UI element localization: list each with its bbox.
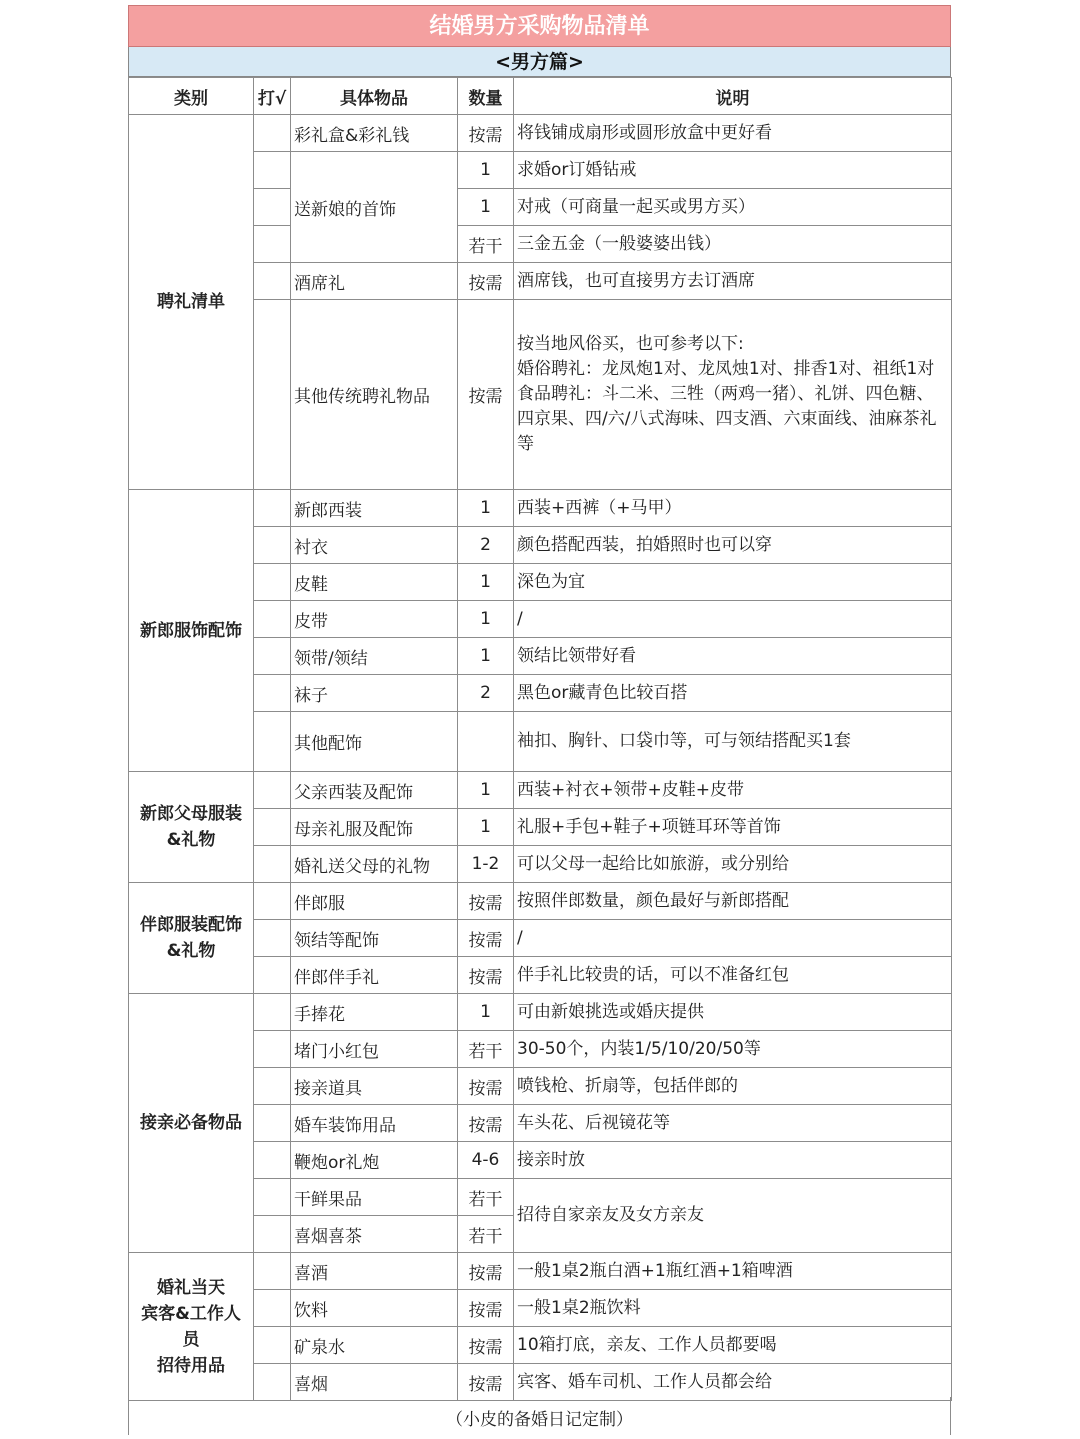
item-cell: 鞭炮or礼炮 [291,1142,458,1179]
check-cell[interactable] [254,883,291,920]
qty-cell: 按需 [458,1327,514,1364]
header-check: 打√ [254,78,291,115]
qty-cell: 若干 [458,1179,514,1216]
category-cell: 接亲必备物品 [129,994,254,1253]
item-cell: 喜烟喜茶 [291,1216,458,1253]
footer [128,1397,951,1435]
qty-cell: 1 [458,189,514,226]
check-cell[interactable] [254,809,291,846]
check-cell[interactable] [254,1327,291,1364]
item-cell: 酒席礼 [291,263,458,300]
check-cell[interactable] [254,1031,291,1068]
qty-cell [458,712,514,772]
item-cell: 送新娘的首饰 [291,152,458,263]
qty-cell: 若干 [458,1031,514,1068]
qty-cell: 1 [458,809,514,846]
item-cell: 皮带 [291,601,458,638]
qty-cell: 1 [458,638,514,675]
desc-cell: 可以父母一起给比如旅游，或分别给 [514,846,952,883]
check-cell[interactable] [254,1142,291,1179]
item-cell: 其他传统聘礼物品 [291,300,458,490]
checklist-table [128,77,952,1401]
header-category: 类别 [129,78,254,115]
desc-cell: 将钱铺成扇形或圆形放盒中更好看 [514,115,952,152]
table-row [129,1253,952,1290]
desc-cell: / [514,601,952,638]
header-item: 具体物品 [291,78,458,115]
check-cell[interactable] [254,994,291,1031]
check-cell[interactable] [254,527,291,564]
check-cell[interactable] [254,601,291,638]
checklist-sheet [128,5,951,1401]
qty-cell: 按需 [458,920,514,957]
qty-cell: 按需 [458,1290,514,1327]
item-cell: 父亲西装及配饰 [291,772,458,809]
qty-cell: 按需 [458,115,514,152]
desc-cell: 袖扣、胸针、口袋巾等，可与领结搭配买1套 [514,712,952,772]
item-cell: 手捧花 [291,994,458,1031]
desc-cell: 礼服+手包+鞋子+项链耳环等首饰 [514,809,952,846]
desc-cell: 黑色or藏青色比较百搭 [514,675,952,712]
desc-cell: 按照伴郎数量，颜色最好与新郎搭配 [514,883,952,920]
desc-cell: 宾客、婚车司机、工作人员都会给 [514,1364,952,1401]
qty-cell: 2 [458,527,514,564]
item-cell: 婚礼送父母的礼物 [291,846,458,883]
qty-cell: 1 [458,152,514,189]
desc-cell: 10箱打底，亲友、工作人员都要喝 [514,1327,952,1364]
desc-cell: / [514,920,952,957]
item-cell: 袜子 [291,675,458,712]
desc-cell: 一般1桌2瓶白酒+1瓶红酒+1箱啤酒 [514,1253,952,1290]
desc-cell: 西装+西裤（+马甲） [514,490,952,527]
qty-cell: 按需 [458,883,514,920]
desc-cell: 西装+衬衣+领带+皮鞋+皮带 [514,772,952,809]
qty-cell: 按需 [458,1105,514,1142]
check-cell[interactable] [254,1253,291,1290]
check-cell[interactable] [254,1068,291,1105]
desc-cell: 招待自家亲友及女方亲友 [514,1179,952,1253]
check-cell[interactable] [254,920,291,957]
desc-cell: 按当地风俗买，也可参考以下: 婚俗聘礼：龙凤炮1对、龙凤烛1对、排香1对、祖纸1对 食品聘礼：斗二米、三牲（两鸡一猪）、礼饼、四色糖、四京果、四/六/八式海味、四支酒、六束面线、油麻茶礼等 [514,300,952,490]
item-cell: 领带/领结 [291,638,458,675]
category-cell: 新郎父母服装 &礼物 [129,772,254,883]
check-cell[interactable] [254,226,291,263]
desc-cell: 30-50个，内装1/5/10/20/50等 [514,1031,952,1068]
item-cell: 堵门小红包 [291,1031,458,1068]
check-cell[interactable] [254,846,291,883]
sheet-subtitle: <男方篇> [128,47,951,77]
item-cell: 其他配饰 [291,712,458,772]
item-cell: 干鲜果品 [291,1179,458,1216]
check-cell[interactable] [254,712,291,772]
desc-cell: 求婚or订婚钻戒 [514,152,952,189]
desc-cell: 可由新娘挑选或婚庆提供 [514,994,952,1031]
qty-cell: 1-2 [458,846,514,883]
item-cell: 矿泉水 [291,1327,458,1364]
desc-cell: 对戒（可商量一起买或男方买） [514,189,952,226]
qty-cell: 4-6 [458,1142,514,1179]
desc-cell: 接亲时放 [514,1142,952,1179]
item-cell: 接亲道具 [291,1068,458,1105]
check-cell[interactable] [254,189,291,226]
desc-cell: 三金五金（一般婆婆出钱） [514,226,952,263]
table-row [129,994,952,1031]
desc-cell: 车头花、后视镜花等 [514,1105,952,1142]
item-cell: 领结等配饰 [291,920,458,957]
category-cell: 新郎服饰配饰 [129,490,254,772]
check-cell[interactable] [254,1216,291,1253]
category-cell: 聘礼清单 [129,115,254,490]
item-cell: 皮鞋 [291,564,458,601]
qty-cell: 1 [458,601,514,638]
check-cell[interactable] [254,564,291,601]
check-cell[interactable] [254,1290,291,1327]
item-cell: 伴郎服 [291,883,458,920]
desc-cell: 酒席钱，也可直接男方去订酒席 [514,263,952,300]
item-cell: 彩礼盒&彩礼钱 [291,115,458,152]
desc-cell: 领结比领带好看 [514,638,952,675]
qty-cell: 按需 [458,1068,514,1105]
qty-cell: 若干 [458,226,514,263]
item-cell: 喜酒 [291,1253,458,1290]
table-row [129,883,952,920]
check-cell[interactable] [254,115,291,152]
qty-cell: 按需 [458,1253,514,1290]
qty-cell: 1 [458,772,514,809]
item-cell: 饮料 [291,1290,458,1327]
check-cell[interactable] [254,1105,291,1142]
category-cell: 伴郎服装配饰 &礼物 [129,883,254,994]
footer-credit: （小皮的备婚日记定制） [446,1410,633,1430]
sheet-title: 结婚男方采购物品清单 [128,5,951,47]
check-cell[interactable] [254,772,291,809]
desc-cell: 伴手礼比较贵的话，可以不准备红包 [514,957,952,994]
qty-cell: 1 [458,564,514,601]
qty-cell: 按需 [458,300,514,490]
item-cell: 喜烟 [291,1364,458,1401]
check-cell[interactable] [254,490,291,527]
desc-cell: 深色为宜 [514,564,952,601]
check-cell[interactable] [254,263,291,300]
qty-cell: 1 [458,490,514,527]
qty-cell: 若干 [458,1216,514,1253]
check-cell[interactable] [254,675,291,712]
check-cell[interactable] [254,638,291,675]
item-cell: 新郎西装 [291,490,458,527]
desc-cell: 喷钱枪、折扇等，包括伴郎的 [514,1068,952,1105]
table-row [129,490,952,527]
qty-cell: 按需 [458,263,514,300]
check-cell[interactable] [254,300,291,490]
item-cell: 衬衣 [291,527,458,564]
item-cell: 伴郎伴手礼 [291,957,458,994]
check-cell[interactable] [254,957,291,994]
check-cell[interactable] [254,152,291,189]
table-row [129,772,952,809]
header-desc: 说明 [514,78,952,115]
item-cell: 婚车装饰用品 [291,1105,458,1142]
qty-cell: 按需 [458,957,514,994]
desc-cell: 颜色搭配西装，拍婚照时也可以穿 [514,527,952,564]
qty-cell: 2 [458,675,514,712]
category-cell: 婚礼当天 宾客&工作人 员 招待用品 [129,1253,254,1401]
header-row [129,78,952,115]
table-row [129,115,952,152]
qty-cell: 1 [458,994,514,1031]
check-cell[interactable] [254,1179,291,1216]
header-qty: 数量 [458,78,514,115]
qty-cell: 按需 [458,1364,514,1401]
check-cell[interactable] [254,1364,291,1401]
item-cell: 母亲礼服及配饰 [291,809,458,846]
desc-cell: 一般1桌2瓶饮料 [514,1290,952,1327]
